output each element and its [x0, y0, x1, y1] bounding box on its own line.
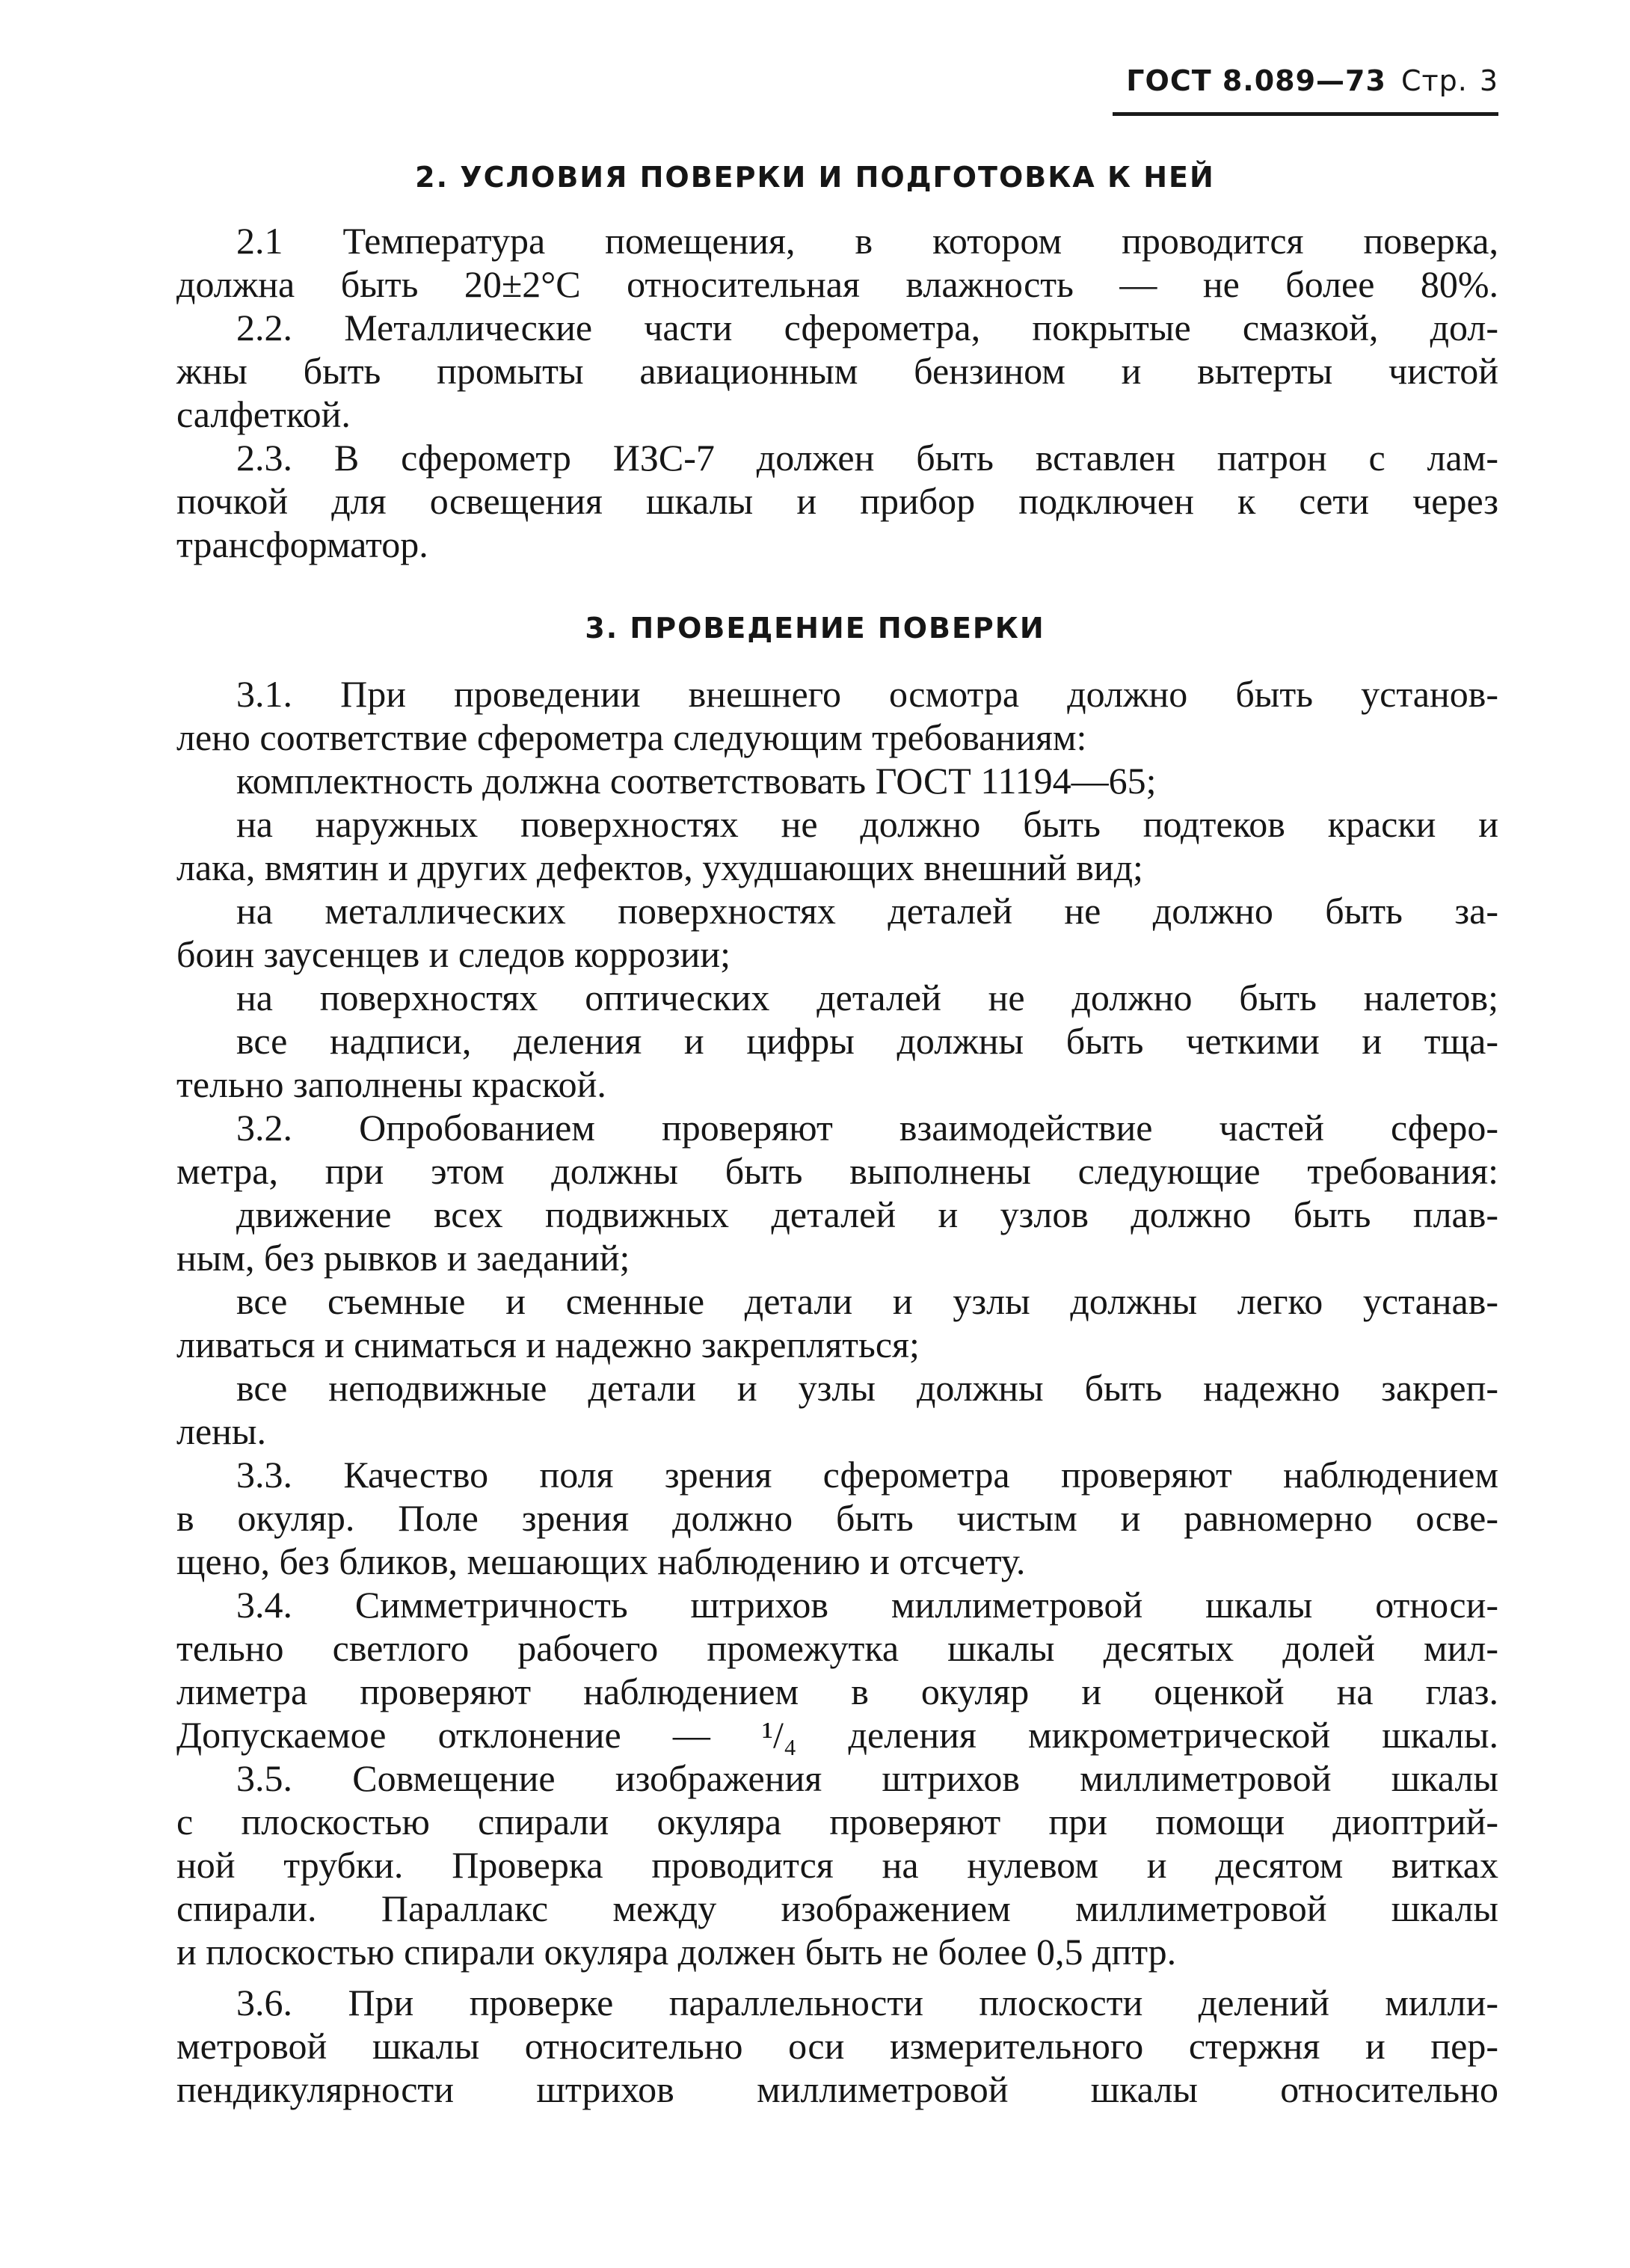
text-line: лака, вмятин и других дефектов, ухудшающих внешний вид; — [176, 846, 1143, 888]
text-line: жны быть промыты авиационным бензином и вытерты чистой — [176, 350, 1498, 392]
text-line: все надписи, деления и цифры должны быть четкими и тща- — [236, 1020, 1498, 1062]
text-line: тельно светлого рабочего промежутка шкалы десятых долей мил- — [176, 1627, 1498, 1669]
text-line: лиметра проверяют наблюдением в окуляр и оценкой на глаз. — [176, 1671, 1498, 1712]
document-code: ГОСТ 8.089—73 — [1126, 64, 1386, 97]
text-line: метровой шкалы относительно оси измерительного стержня и пер- — [176, 2025, 1498, 2067]
text-line: 2.2. Металлические части сферометра, покрытые смазкой, дол- — [236, 307, 1498, 348]
section-3-title: 3. ПРОВЕДЕНИЕ ПОВЕРКИ — [585, 612, 1045, 645]
text-line: салфеткой. — [176, 393, 351, 435]
text-line: щено, без бликов, мешающих наблюдению и отсчету. — [176, 1540, 1026, 1582]
text-line: почкой для освещения шкалы и прибор подключен к сети через — [176, 480, 1498, 522]
text-line: лены. — [176, 1410, 266, 1452]
page-header — [1113, 64, 1498, 116]
text-line: ным, без рывков и заеданий; — [176, 1237, 630, 1279]
text-line: на наружных поверхностях не должно быть подтеков краски и — [236, 803, 1498, 845]
text-line: 3.6. При проверке параллельности плоскости делений милли- — [236, 1982, 1498, 2023]
text-line: тельно заполнены краской. — [176, 1063, 606, 1105]
section-2-title: 2. УСЛОВИЯ ПОВЕРКИ И ПОДГОТОВКА К НЕЙ — [415, 161, 1215, 194]
text-line: 2.1 Температура помещения, в котором проводится поверка, — [236, 220, 1498, 262]
text-line: лено соответствие сферометра следующим требованиям: — [176, 716, 1087, 758]
text-line: боин заусенцев и следов коррозии; — [176, 933, 731, 975]
text-line: 3.4. Симметричность штрихов миллиметровой шкалы относи- — [236, 1584, 1498, 1626]
text-line: 2.3. В сферометр ИЗС-7 должен быть вставлен патрон с лам- — [236, 437, 1498, 479]
text-line: 3.5. Совмещение изображения штрихов миллиметровой шкалы — [236, 1757, 1498, 1799]
page-label: Стр. — [1400, 64, 1468, 97]
text-line: ливаться и сниматься и надежно закрепляться; — [176, 1324, 920, 1365]
text-line: и плоскостью спирали окуляра должен быть не более 0,5 дптр. — [176, 1931, 1177, 1973]
text-line: трансформатор. — [176, 523, 428, 565]
text-line: на металлических поверхностях деталей не должно быть за- — [236, 890, 1498, 932]
text-line: метра, при этом должны быть выполнены следующие требования: — [176, 1150, 1498, 1192]
text-line: должна быть 20±2°С относительная влажность — не более 80%. — [176, 263, 1498, 305]
text-line: ной трубки. Проверка проводится на нулевом и десятом витках — [176, 1844, 1498, 1886]
text-line: с плоскостью спирали окуляра проверяют при помощи диоптрий- — [176, 1801, 1498, 1843]
text-line: 3.3. Качество поля зрения сферометра проверяют наблюдением — [236, 1454, 1498, 1496]
text-line: все съемные и сменные детали и узлы должны легко устанав- — [236, 1280, 1498, 1322]
text-line: 3.1. При проведении внешнего осмотра должно быть установ- — [236, 673, 1498, 715]
text-line: Допускаемое отклонение — ¹/₄ деления микрометрической шкалы. — [176, 1714, 1498, 1756]
page-number: 3 — [1479, 64, 1498, 97]
text-line: движение всех подвижных деталей и узлов должно быть плав- — [236, 1193, 1498, 1235]
text-line: 3.2. Опробованием проверяют взаимодействие частей сферо- — [236, 1107, 1498, 1149]
text-line: на поверхностях оптических деталей не должно быть налетов; — [236, 977, 1498, 1018]
text-line: комплектность должна соответствовать ГОСТ 11194—65; — [236, 760, 1157, 802]
text-line: в окуляр. Поле зрения должно быть чистым и равномерно осве- — [176, 1497, 1498, 1539]
text-line: пендикулярности штрихов миллиметровой шкалы относительно — [176, 2068, 1498, 2110]
text-line: все неподвижные детали и узлы должны быть надежно закреп- — [236, 1367, 1498, 1409]
text-line: спирали. Параллакс между изображением миллиметровой шкалы — [176, 1887, 1498, 1929]
